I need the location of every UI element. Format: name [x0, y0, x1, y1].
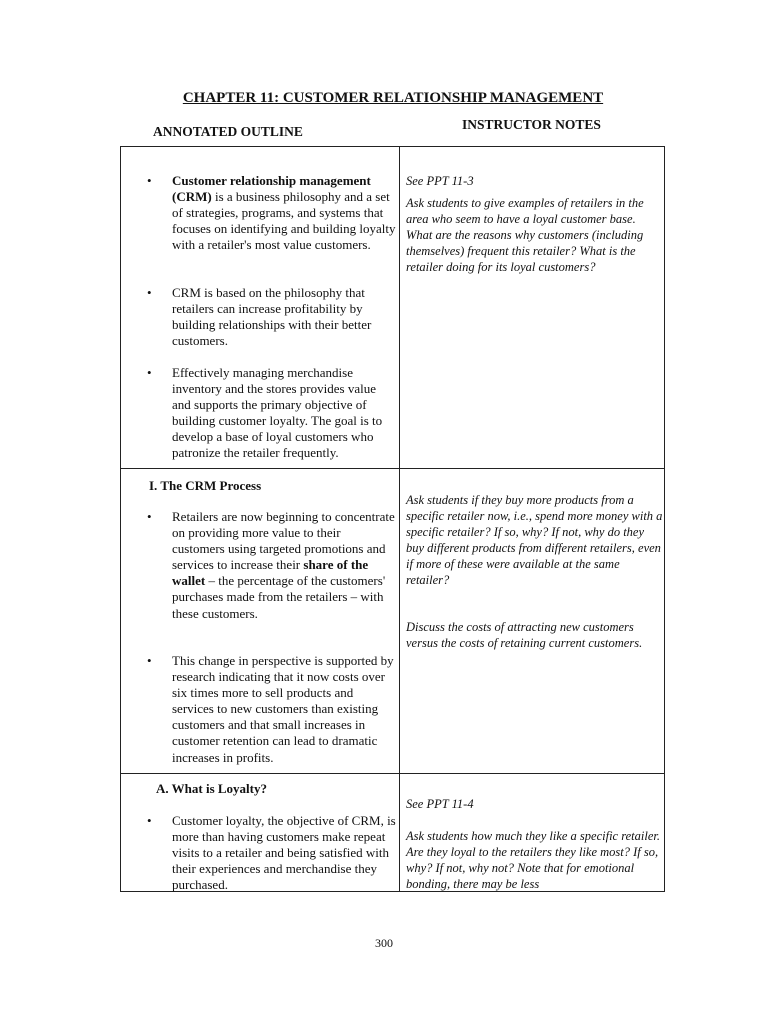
- bullet-icon: •: [147, 285, 152, 300]
- list-item: Effectively managing merchandise inventory and the stores provides value and supports the primary objective of building customer loyalty. The goal is to develop a base of loyal customers who patronize the retailer frequently.: [172, 365, 383, 461]
- bold-term: share of the wallet: [172, 557, 369, 589]
- bullet-icon: •: [147, 509, 152, 524]
- row-divider: [121, 468, 664, 469]
- bullet-icon: •: [147, 365, 152, 380]
- list-item: [172, 509, 396, 622]
- instructor-note: Ask students if they buy more products from a specific retailer now, i.e., spend more money with a specific retailer? If so, why? If not, why do they buy different products from different retailers, even if more of these were available at the same retailer?: [406, 493, 663, 588]
- instructor-note: See PPT 11-3: [406, 174, 474, 188]
- page-number: 300: [375, 936, 393, 950]
- bullet-icon: •: [147, 653, 152, 668]
- list-item: This change in perspective is supported by research indicating that it now costs over six times more to sell products and services to new customers than existing customers and that small increases in customer retention can lead to dramatic increases in profits.: [172, 653, 394, 765]
- list-item-text: Retailers are now beginning to concentrate on providing more value to their customers using targeted promotions and services to increase their: [172, 509, 395, 573]
- bold-term: Customer relationship management (CRM): [172, 173, 371, 205]
- row-divider: [121, 773, 664, 774]
- instructor-note: Ask students how much they like a specific retailer. Are they loyal to the retailers they like most? If so, why? If not, why not? Note that for emotional bonding, there may be less: [406, 829, 660, 892]
- list-item: [172, 173, 396, 253]
- instructor-note: Ask students to give examples of retailers in the area who seem to have a loyal customer base. What are the reasons why customers (including themselves) frequent this retailer? What is the retailer doing for its loyal customers?: [406, 196, 644, 275]
- section-heading: A. What is Loyalty?: [156, 781, 267, 796]
- instructor-note: See PPT 11-4: [406, 797, 474, 811]
- annotated-outline-heading: ANNOTATED OUTLINE: [153, 124, 303, 139]
- section-heading: I. The CRM Process: [149, 478, 262, 493]
- page-title: CHAPTER 11: CUSTOMER RELATIONSHIP MANAGEMENT: [182, 90, 604, 106]
- list-item-text: – the percentage of the customers' purchases made from the retailers – with these customers.: [172, 573, 386, 621]
- list-item: CRM is based on the philosophy that retailers can increase profitability by building relationships with their better customers.: [172, 285, 372, 349]
- bullet-icon: •: [147, 173, 152, 188]
- outline-table: [120, 146, 665, 892]
- bullet-icon: •: [147, 813, 152, 828]
- list-item-text: is a business philosophy and a set of strategies, programs, and systems that focuses on identifying and building loyalty with a retailer's most value customers.: [172, 189, 396, 253]
- instructor-note: Discuss the costs of attracting new customers versus the costs of retaining current customers.: [406, 620, 643, 651]
- instructor-notes-heading: INSTRUCTOR NOTES: [462, 117, 601, 132]
- list-item: Customer loyalty, the objective of CRM, is more than having customers make repeat visits to a retailer and being satisfied with their experiences and merchandise they purchased.: [172, 813, 396, 893]
- column-divider: [399, 147, 400, 891]
